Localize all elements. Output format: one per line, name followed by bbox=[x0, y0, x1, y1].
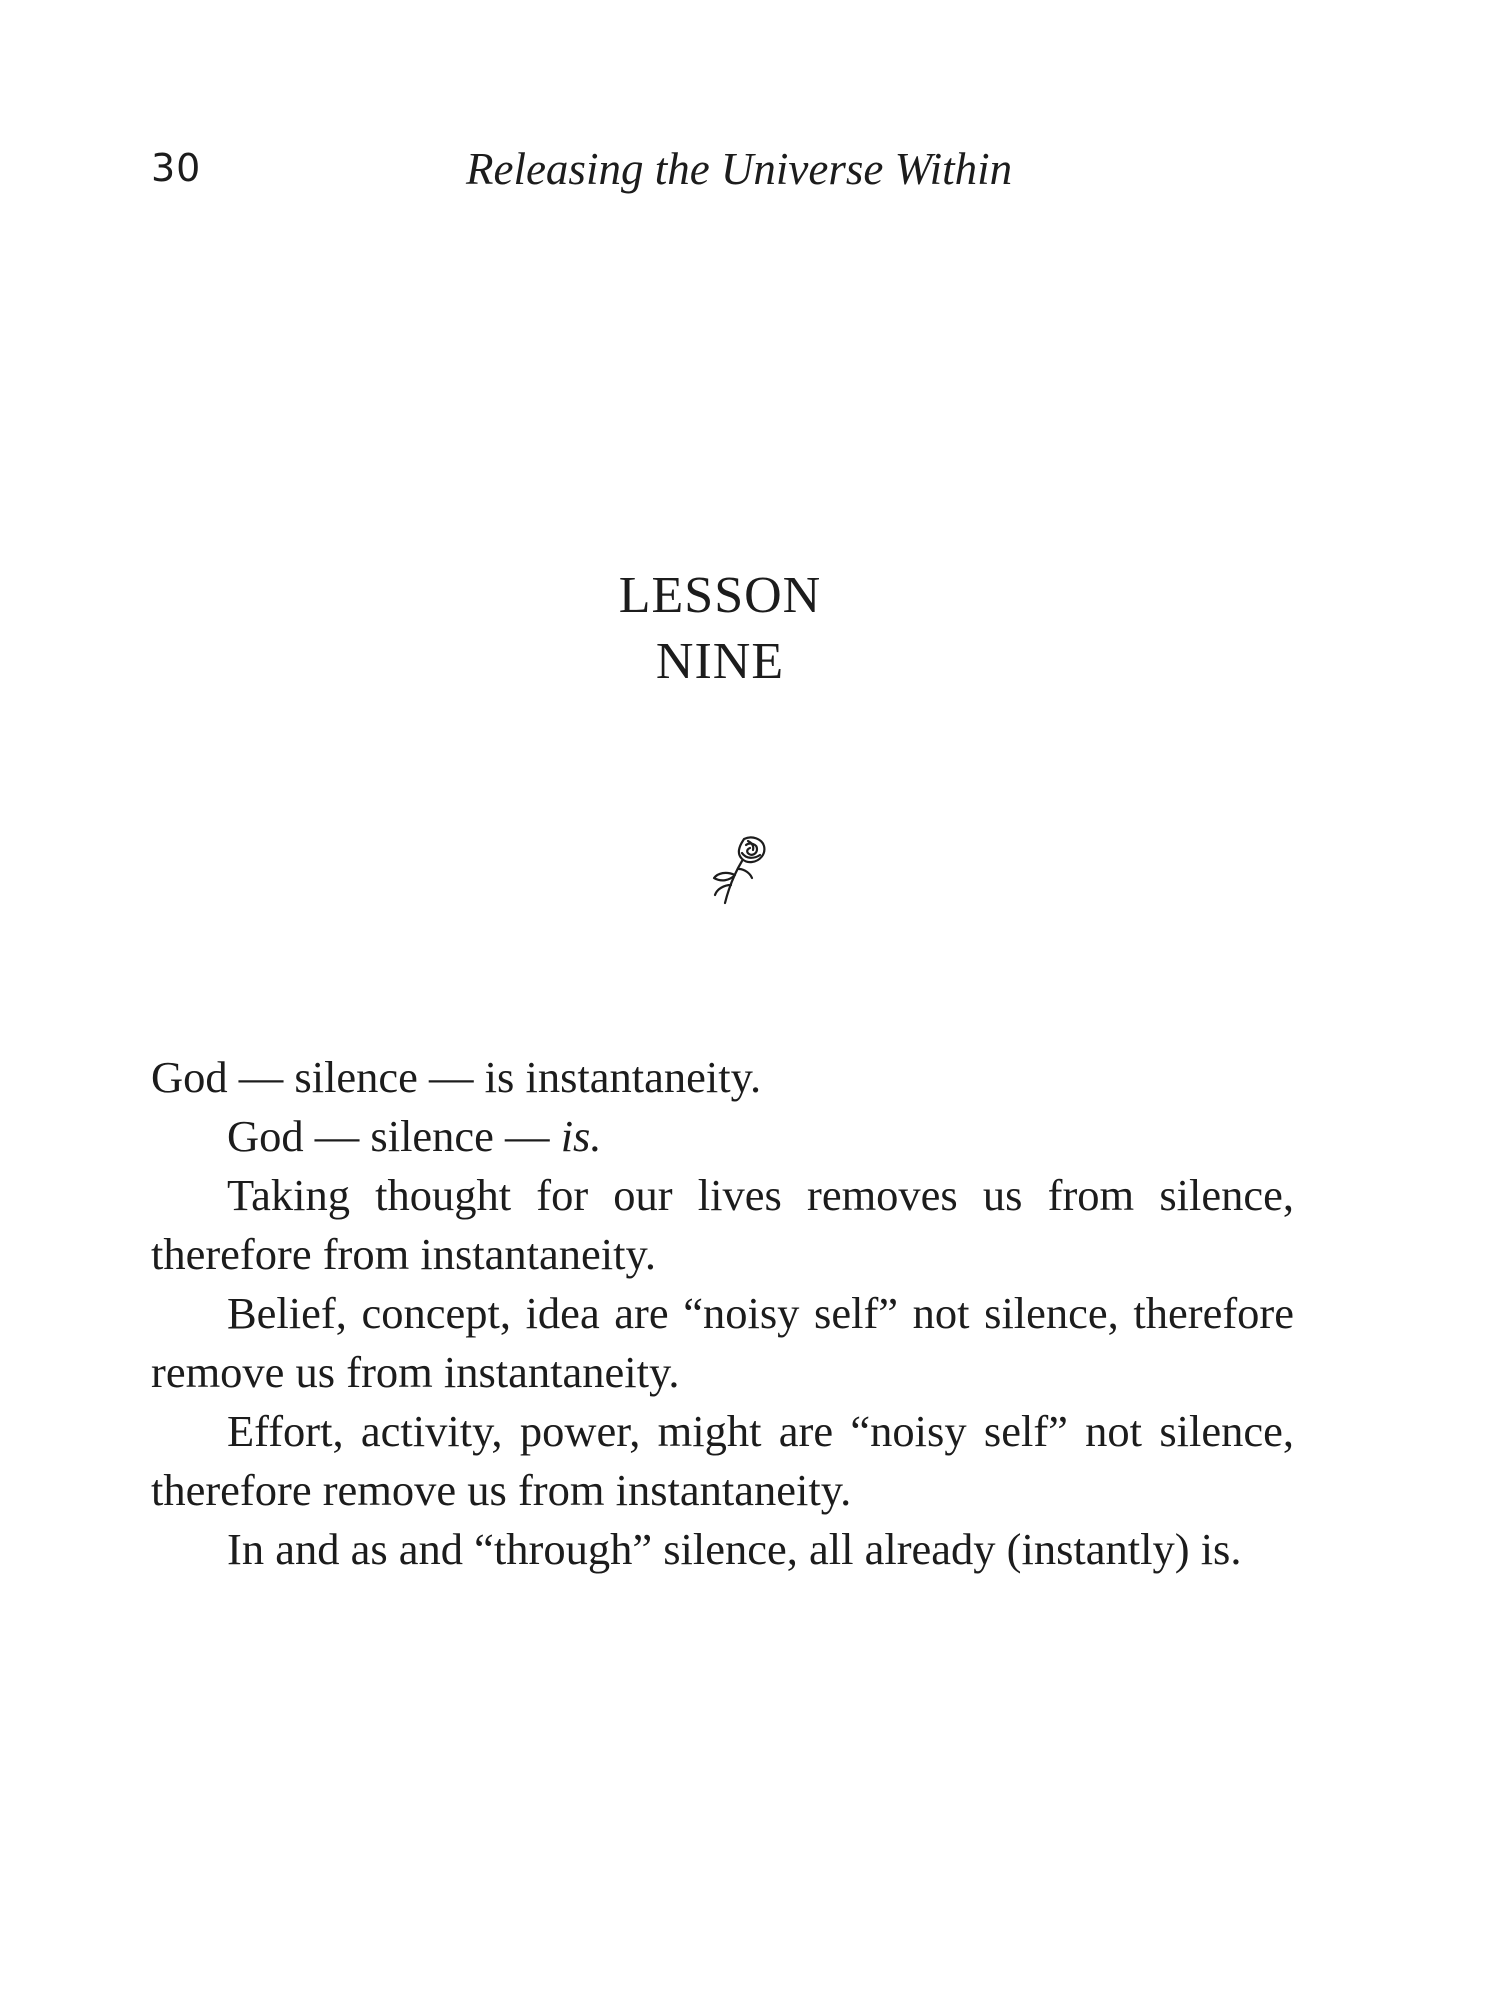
page-number: 30 bbox=[151, 146, 202, 190]
paragraph-5: Effort, activity, power, might are “noisy self” not silence, therefore remove us from instantaneity. bbox=[151, 1406, 1294, 1515]
paragraph-3: Taking thought for our lives removes us from silence, therefore from instantaneity. bbox=[151, 1170, 1294, 1279]
paragraph-1: God — silence — is instantaneity. bbox=[151, 1052, 762, 1102]
lesson-body bbox=[151, 1048, 1294, 1579]
lesson-title-line2: NINE bbox=[655, 633, 785, 690]
paragraph-2-text: God — silence — bbox=[227, 1111, 561, 1161]
lesson-title-line1: LESSON bbox=[618, 567, 822, 624]
paragraph-6: In and as and “through” silence, all already (instantly) is. bbox=[227, 1524, 1242, 1574]
paragraph-2 bbox=[151, 1107, 1294, 1166]
paragraph-2-emphasis: is. bbox=[560, 1111, 602, 1161]
paragraph-4: Belief, concept, idea are “noisy self” not silence, therefore remove us from instantaneity. bbox=[151, 1288, 1294, 1397]
rose-ornament-icon bbox=[708, 833, 772, 907]
running-head: Releasing the Universe Within bbox=[466, 144, 1013, 194]
